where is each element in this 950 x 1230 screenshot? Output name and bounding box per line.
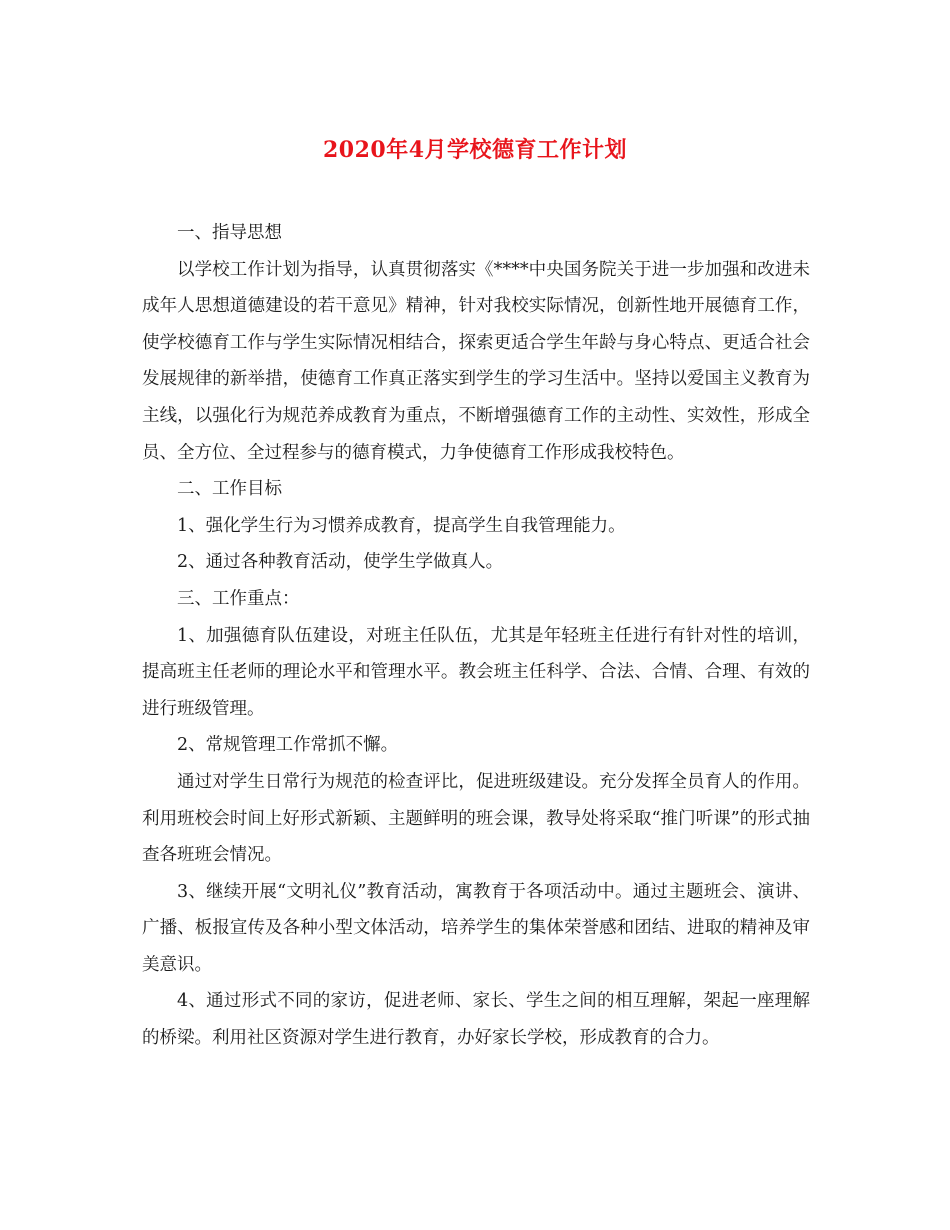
paragraph-guiding-ideology: 以学校工作计划为指导，认真贯彻落实《****中央国务院关于进一步加强和改进未成年人思想道德建设的若干意见》精神，针对我校实际情况，创新性地开展德育工作，使学校德育工作与学生实际情况相结合，探索更适合学生年龄与身心特点、更适合社会发展规律的新举措，使德育工作真正落实到学生的学习生活中。坚持以爱国主义教育为主线，以强化行为规范养成教育为重点，不断增强德育工作的主动性、实效性，形成全员、全方位、全过程参与的德育模式，力争使德育工作形成我校特色。 xyxy=(142,259,810,463)
paragraph-goal-2: 2、通过各种教育活动，使学生学做真人。 xyxy=(177,552,504,573)
document-body xyxy=(142,215,810,1057)
paragraph-focus-2: 2、常规管理工作常抓不懈。 xyxy=(177,735,399,756)
paragraph-focus-2-detail: 通过对学生日常行为规范的检查评比，促进班级建设。充分发挥全员育人的作用。利用班校会时间上好形式新颖、主题鲜明的班会课，教导处将采取“推门听课”的形式抽查各班班会情况。 xyxy=(142,771,810,866)
document-title: 2020年4月学校德育工作计划 xyxy=(322,137,628,163)
paragraph-focus-3: 3、继续开展“文明礼仪”教育活动，寓教育于各项活动中。通过主题班会、演讲、广播、板报宣传及各种小型文体活动，培养学生的集体荣誉感和团结、进取的精神及审美意识。 xyxy=(142,881,810,975)
paragraph-goal-1: 1、强化学生行为习惯养成教育，提高学生自我管理能力。 xyxy=(177,515,626,536)
section-heading-work-focus: 三、工作重点： xyxy=(177,588,300,609)
section-heading-work-goals: 二、工作目标 xyxy=(177,479,282,500)
section-heading-guiding-ideology: 一、指导思想 xyxy=(177,223,282,243)
paragraph-focus-1: 1、加强德育队伍建设，对班主任队伍，尤其是年轻班主任进行有针对性的培训，提高班主任老师的理论水平和管理水平。教会班主任科学、合法、合情、合理、有效的进行班级管理。 xyxy=(142,625,810,719)
paragraph-focus-4: 4、通过形式不同的家访，促进老师、家长、学生之间的相互理解，架起一座理解的桥梁。利用社区资源对学生进行教育，办好家长学校，形成教育的合力。 xyxy=(142,991,810,1049)
